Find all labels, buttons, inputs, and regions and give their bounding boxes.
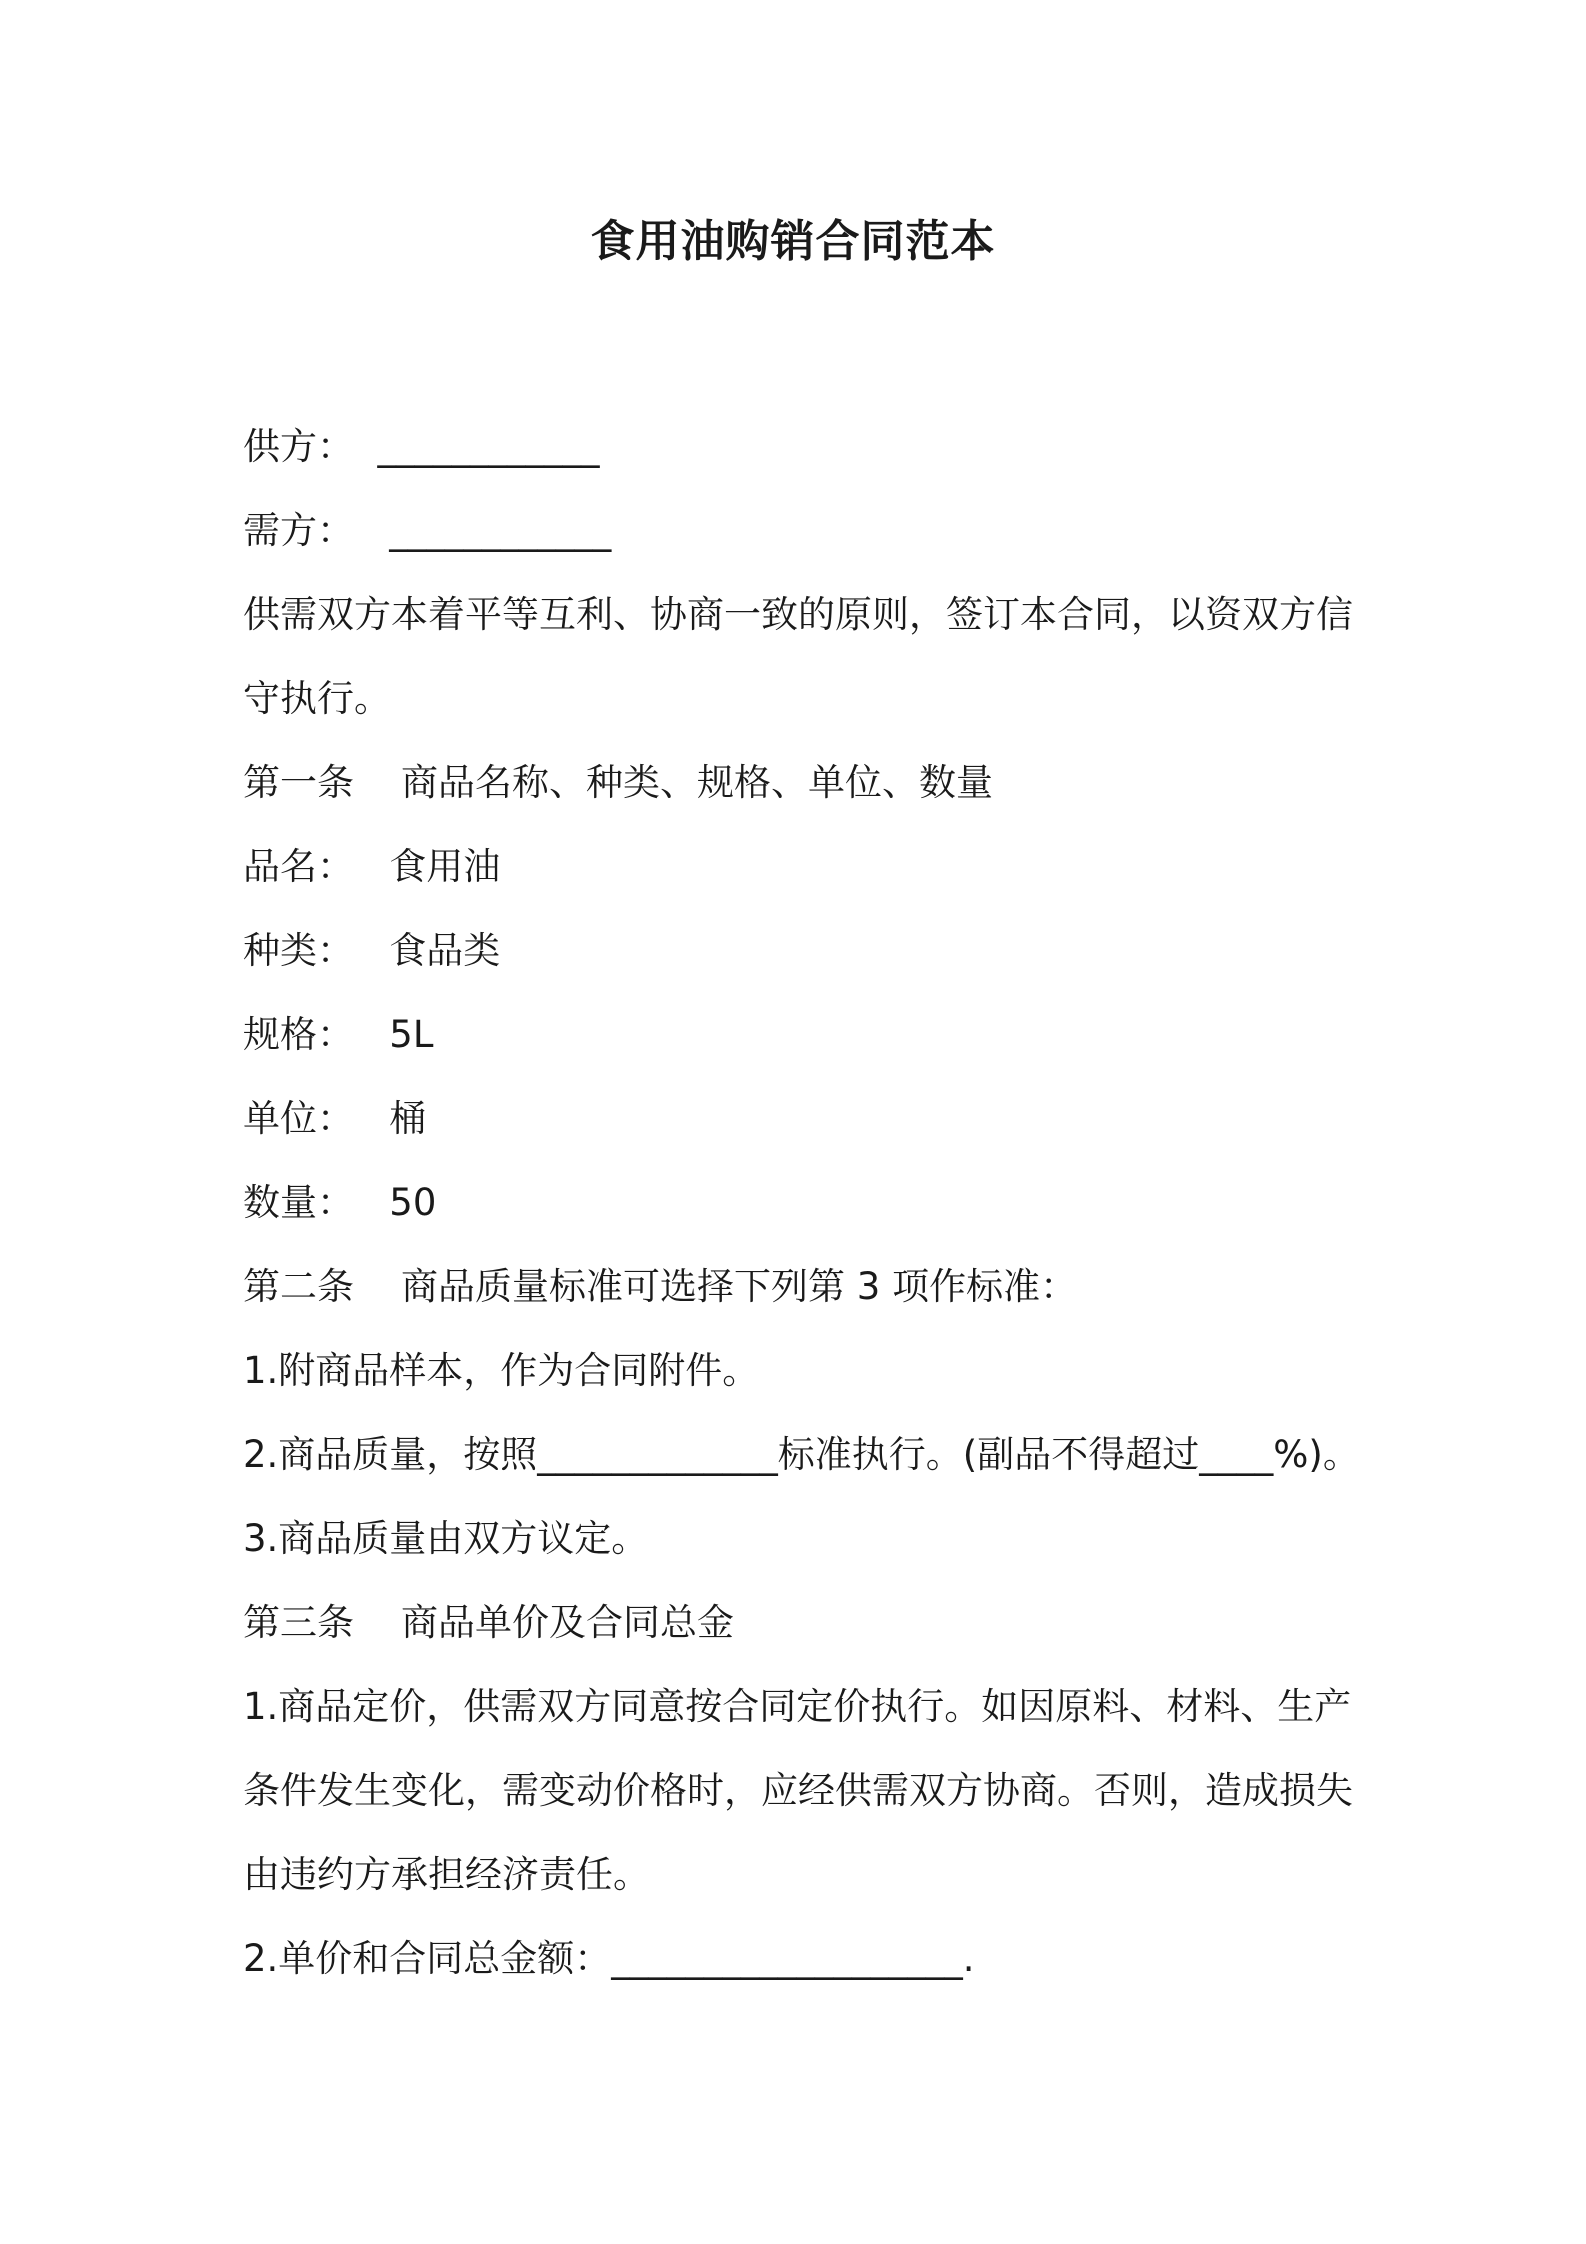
category-line: 种类： 食品类 [243, 929, 501, 972]
article-3-item-2: 2.单价和合同总金额：___________________. [243, 1937, 975, 1980]
unit-line: 单位： 桶 [243, 1097, 427, 1140]
article-3-heading: 第三条 商品单价及合同总金 [243, 1601, 735, 1644]
document-title: 食用油购销合同范本 [590, 216, 996, 267]
supplier-line: 供方： ____________ [243, 425, 600, 468]
article-1-heading: 第一条 商品名称、种类、规格、单位、数量 [243, 761, 994, 804]
quantity-line: 数量： 50 [243, 1181, 437, 1224]
article-2-item-3: 3.商品质量由双方议定。 [243, 1517, 649, 1560]
article-2-item-1: 1.附商品样本，作为合同附件。 [243, 1349, 760, 1392]
specification-line: 规格： 5L [243, 1013, 434, 1056]
buyer-line: 需方： ____________ [243, 509, 612, 552]
intro-paragraph: 供需双方本着平等互利、协商一致的原则，签订本合同，以资双方信守执行。 [243, 593, 1353, 720]
document-body [243, 405, 1363, 2001]
article-3-item-1: 1.商品定价，供需双方同意按合同定价执行。如因原料、材料、生产条件发生变化，需变动价格时，应经供需双方协商。否则，造成损失由违约方承担经济责任。 [243, 1685, 1353, 1896]
article-2-item-2: 2.商品质量，按照_____________标准执行。(副品不得超过____%)。 [243, 1433, 1360, 1476]
product-name-line: 品名： 食用油 [243, 845, 501, 888]
article-2-heading: 第二条 商品质量标准可选择下列第 3 项作标准： [243, 1265, 1078, 1308]
